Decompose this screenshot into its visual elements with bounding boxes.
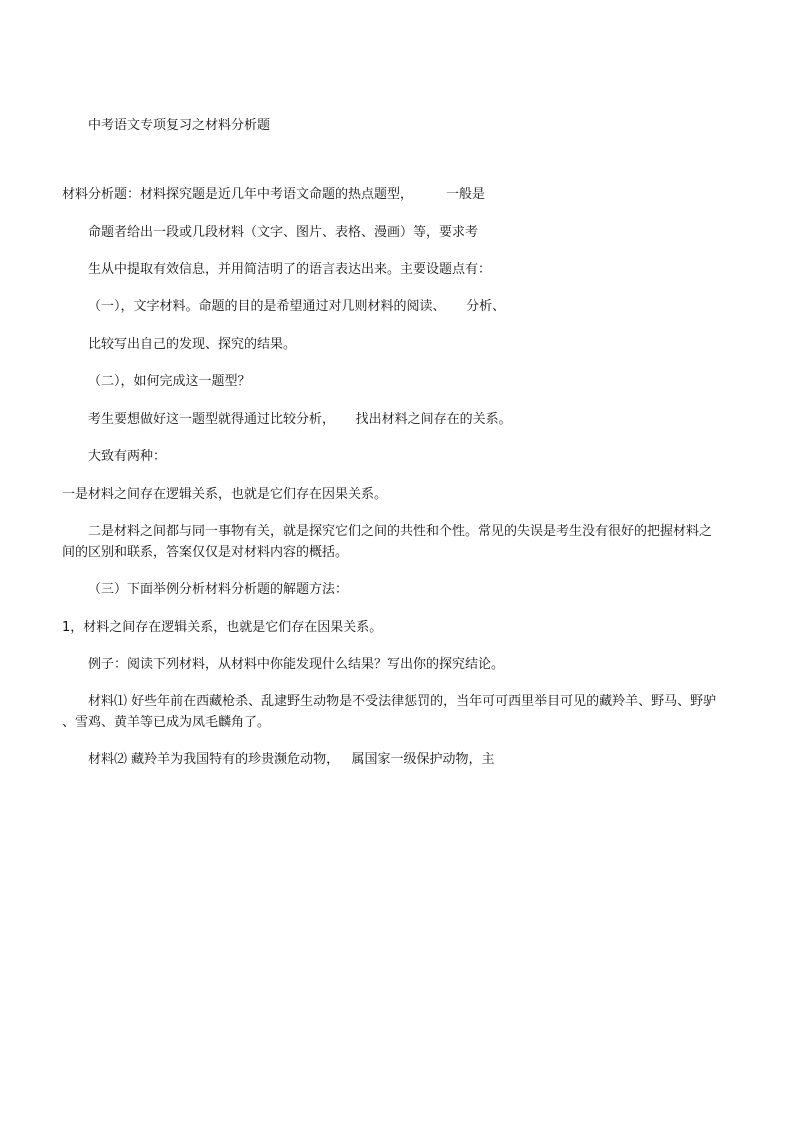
paragraph-line: 材料分析题：材料探究题是近几年中考语文命题的热点题型， 一般是 <box>62 187 486 202</box>
paragraph-line: 一是材料之间存在逻辑关系，也就是它们存在因果关系。 <box>62 487 388 502</box>
paragraph-line: 、雪鸡、黄羊等已成为凤毛麟角了。 <box>62 715 271 730</box>
paragraph-line: 大致有两种： <box>88 449 167 464</box>
paragraph-line: （二），如何完成这一题型？ <box>88 374 251 389</box>
document-title: 中考语文专项复习之材料分析题 <box>88 118 271 133</box>
paragraph-line: （三）下面举例分析材料分析题的解题方法： <box>88 582 349 597</box>
paragraph-line: 考生要想做好这一题型就得通过比较分析， 找出材料之间存在的关系。 <box>88 412 512 427</box>
paragraph-line: 生从中提取有效信息，并用简洁明了的语言表达出来。主要设题点有： <box>88 262 492 277</box>
paragraph-line: 材料⑴ 好些年前在西藏枪杀、乱逮野生动物是不受法律惩罚的，当年可可西里举目可见的藏羚羊、野马、野驴 <box>88 694 717 709</box>
paragraph-line: 材料⑵ 藏羚羊为我国特有的珍贵濒危动物， 属国家一级保护动物，主 <box>88 752 495 767</box>
paragraph-line: 命题者给出一段或几段材料（文字、图片、表格、漫画）等，要求考 <box>88 225 479 240</box>
paragraph-line: 比较写出自己的发现、探究的结果。 <box>88 337 297 352</box>
paragraph-line: 例子：阅读下列材料，从材料中你能发现什么结果？写出你的探究结论。 <box>88 657 505 672</box>
paragraph-line: 间的区别和联系，答案仅仅是对材料内容的概括。 <box>62 545 349 560</box>
paragraph-line: （一），文字材料。命题的目的是希望通过对几则材料的阅读、 分析、 <box>88 299 506 314</box>
paragraph-line: 二是材料之间都与同一事物有关，就是探究它们之间的共性和个性。常见的失误是考生没有很好的把握材料之 <box>88 524 713 539</box>
paragraph-line: 1，材料之间存在逻辑关系，也就是它们存在因果关系。 <box>62 620 383 635</box>
